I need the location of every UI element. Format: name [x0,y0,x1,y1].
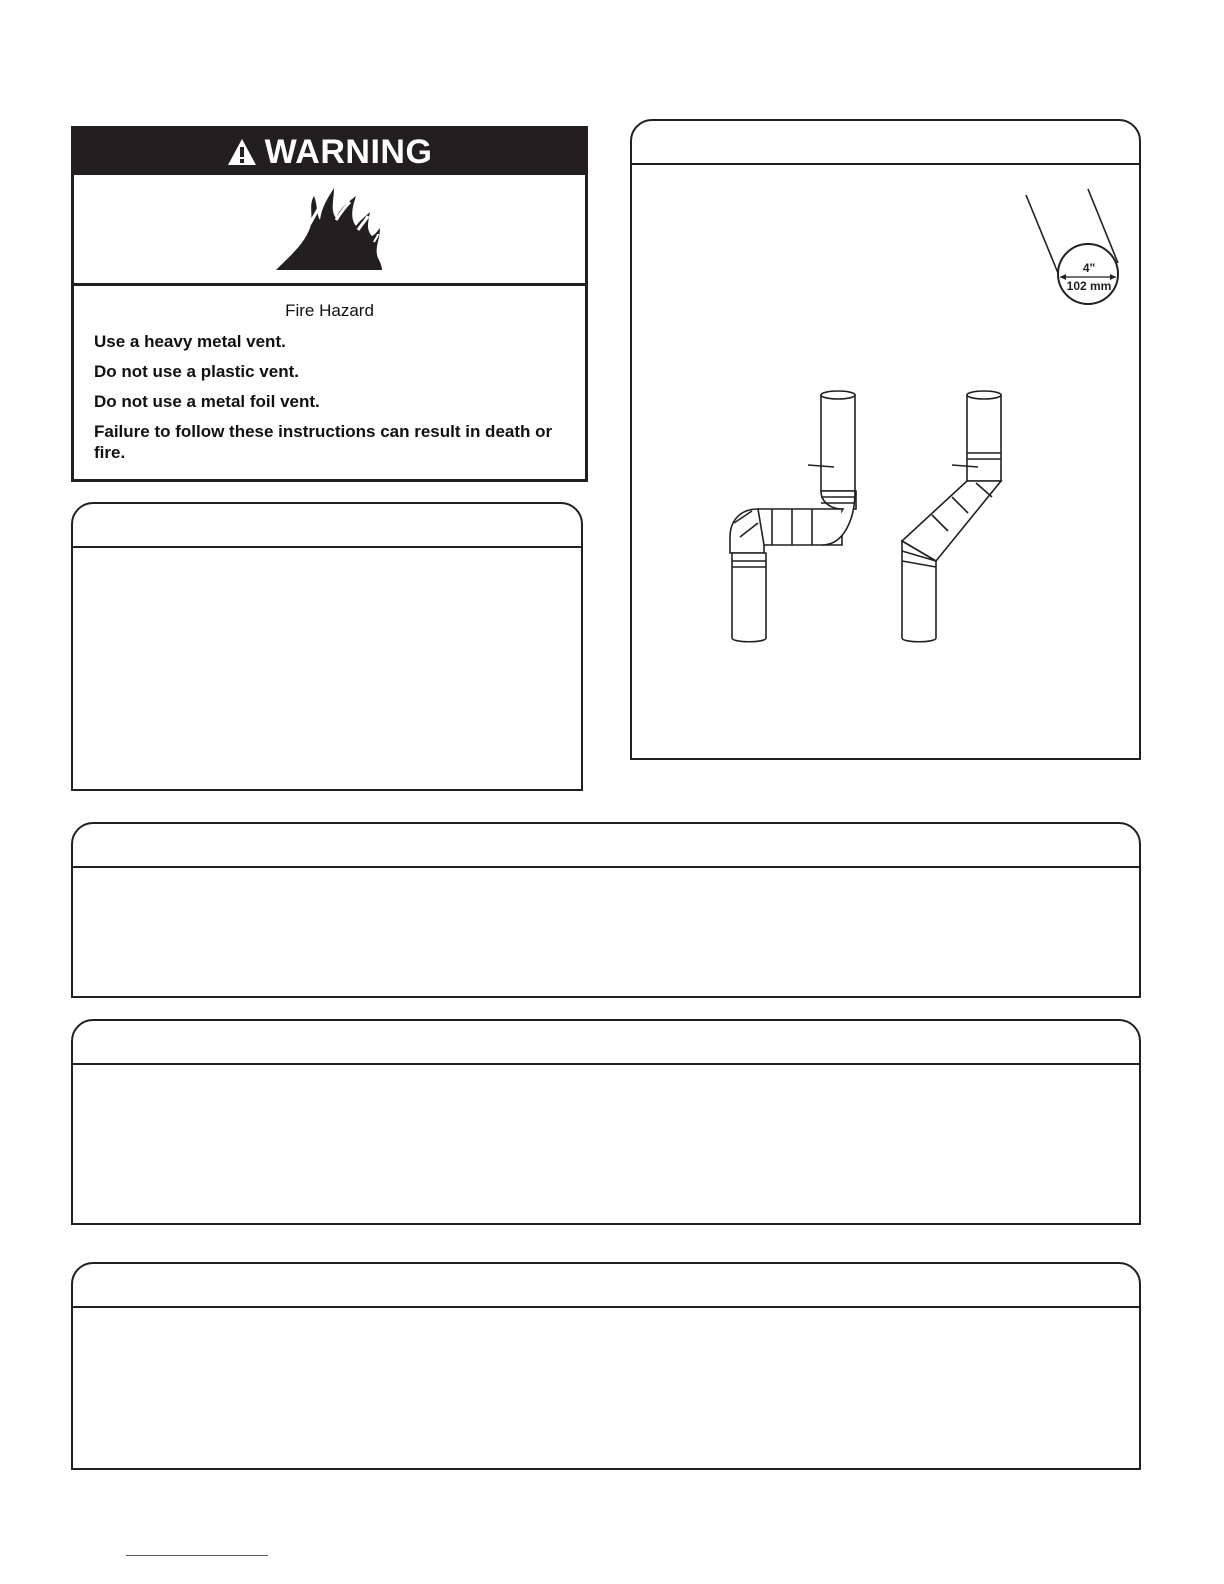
section-full-1 [71,822,1141,998]
footer-link-underline[interactable] [126,1555,268,1556]
warning-body [94,297,565,472]
hazard-line: Use a heavy metal vent. [94,332,286,351]
section-header [73,1021,1139,1065]
hazard-title: Fire Hazard [285,301,374,320]
flame-symbol-area [74,175,585,286]
warning-title: WARNING [264,133,433,171]
section-vent-diagram [630,119,1141,760]
hazard-line: Do not use a plastic vent. [94,362,299,381]
duct-90-elbow-illustration [730,391,856,642]
section-header [632,121,1139,165]
warning-header [74,129,585,175]
fire-icon [270,184,390,274]
hazard-line: Do not use a metal foil vent. [94,392,320,411]
duct-diameter-detail [1026,189,1118,304]
section-full-2 [71,1019,1141,1225]
warning-box [71,126,588,482]
section-header [73,504,581,548]
section-full-3 [71,1262,1141,1470]
hazard-line: Failure to follow these instructions can result in death or fire. [94,422,553,462]
diameter-inches-label: 4" [1082,261,1096,275]
section-header [73,1264,1139,1308]
diameter-mm-label: 102 mm [1066,279,1112,293]
warning-triangle-icon [227,137,257,167]
duct-45-elbow-illustration [902,391,1001,642]
vent-diagram [632,163,1139,760]
section-left-middle [71,502,583,791]
section-header [73,824,1139,868]
